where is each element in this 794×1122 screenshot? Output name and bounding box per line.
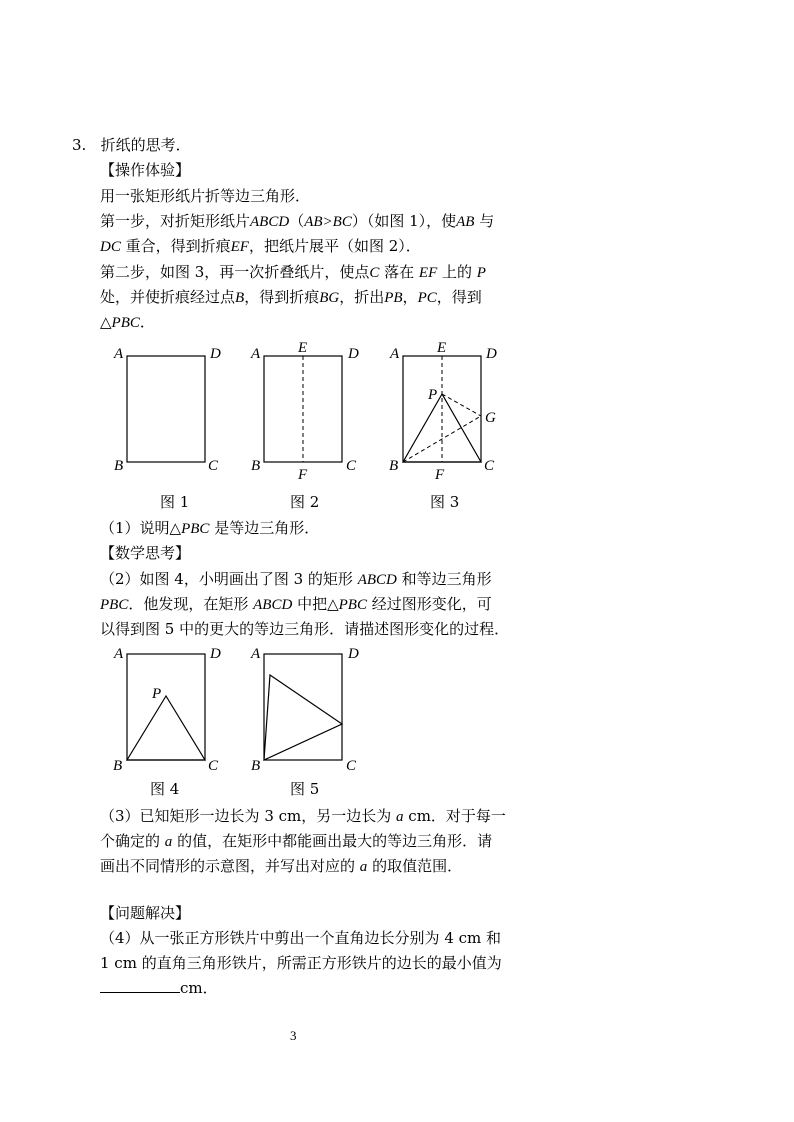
question-4-line3: cm． [100,978,218,998]
fig2-label-C: C [346,458,357,474]
fig3-caption: 图 3 [430,493,460,511]
figure-5 [248,640,368,775]
question-1: （1）说明△PBC 是等边三角形． [100,519,320,537]
question-3-line1: （3）已知矩形一边长为 3 cm，另一边长为 a cm．对于每一 [100,807,506,825]
fig3-label-A: A [390,346,400,362]
step1-line2: DC 重合，得到折痕EF，把纸片展平（如图 2）． [100,237,421,255]
page-number: 3 [290,1028,297,1043]
section-operation-heading: 【操作体验】 [100,161,191,179]
figure-2 [248,338,368,483]
figure-3 [386,338,516,483]
fig2-label-E: E [298,340,308,356]
question-2-line3: 以得到图 5 中的更大的等边三角形．请描述图形变化的过程． [100,620,510,638]
step2-line2: 处，并使折痕经过点B，得到折痕BG，折出PB，PC，得到 [100,288,482,306]
fig1-caption: 图 1 [160,493,190,511]
fig1-label-B: B [114,458,124,474]
step2-line3: △PBC． [100,313,155,331]
problem-header [72,135,191,155]
fig1-label-D: D [210,346,221,362]
step2-line1: 第二步，如图 3，再一次折叠纸片，使点C 落在 EF 上的 P [100,263,486,281]
fig4-label-P: P [152,686,162,702]
intro-text: 用一张矩形纸片折等边三角形． [100,187,311,205]
fig3-label-B: B [389,458,399,474]
fig2-label-D: D [348,346,359,362]
fig2-label-F: F [298,467,308,483]
fig5-label-D: D [348,646,359,662]
figure-4 [108,640,228,775]
fig1-label-C: C [208,458,219,474]
fig5-caption: 图 5 [290,780,320,798]
question-3-line2: 个确定的 a 的值，在矩形中都能画出最大的等边三角形．请 [100,832,493,850]
fig3-label-D: D [486,346,497,362]
fig5-rectangle [264,654,342,760]
question-3-line3: 画出不同情形的示意图，并写出对应的 a 的取值范围． [100,857,463,875]
fig3-label-P: P [428,387,438,403]
section-thinking-heading: 【数学思考】 [100,544,191,562]
fig5-label-B: B [251,758,261,774]
step1-line1: 第一步，对折矩形纸片ABCD（AB>BC）（如图 1），使AB 与 [100,212,495,230]
figure-1 [108,340,228,480]
fig3-label-F: F [435,467,445,483]
fig3-label-E: E [437,340,447,356]
section-solution-heading: 【问题解决】 [100,904,191,922]
fig1-rectangle [127,356,205,462]
fig4-label-A: A [114,646,124,662]
fig5-triangle [264,675,342,760]
question-4-line1: （4）从一张正方形铁片中剪出一个直角边长分别为 4 cm 和 [100,929,502,947]
fig2-label-A: A [251,346,261,362]
fig4-label-B: B [113,758,123,774]
fig2-label-B: B [251,458,261,474]
fig3-label-C: C [484,458,495,474]
question-2-line2: PBC．他发现，在矩形 ABCD 中把△PBC 经过图形变化，可 [100,595,492,613]
fig4-label-C: C [208,758,219,774]
question-2-line1: （2）如图 4，小明画出了图 3 的矩形 ABCD 和等边三角形 [100,570,492,588]
problem-title: 折纸的思考． [100,136,191,154]
question-4-line2: 1 cm 的直角三角形铁片，所需正方形铁片的边长的最小值为 [100,954,502,972]
fig5-label-A: A [251,646,261,662]
problem-number: 3. [72,136,87,154]
fig5-label-C: C [346,758,357,774]
fig2-caption: 图 2 [290,493,320,511]
fig4-label-D: D [210,646,221,662]
fig1-label-A: A [114,346,124,362]
fig4-triangle-PBC [127,696,205,760]
fig4-caption: 图 4 [150,780,180,798]
answer-blank[interactable] [100,978,180,993]
fig3-label-G: G [485,410,496,426]
fig4-rectangle [127,654,205,760]
